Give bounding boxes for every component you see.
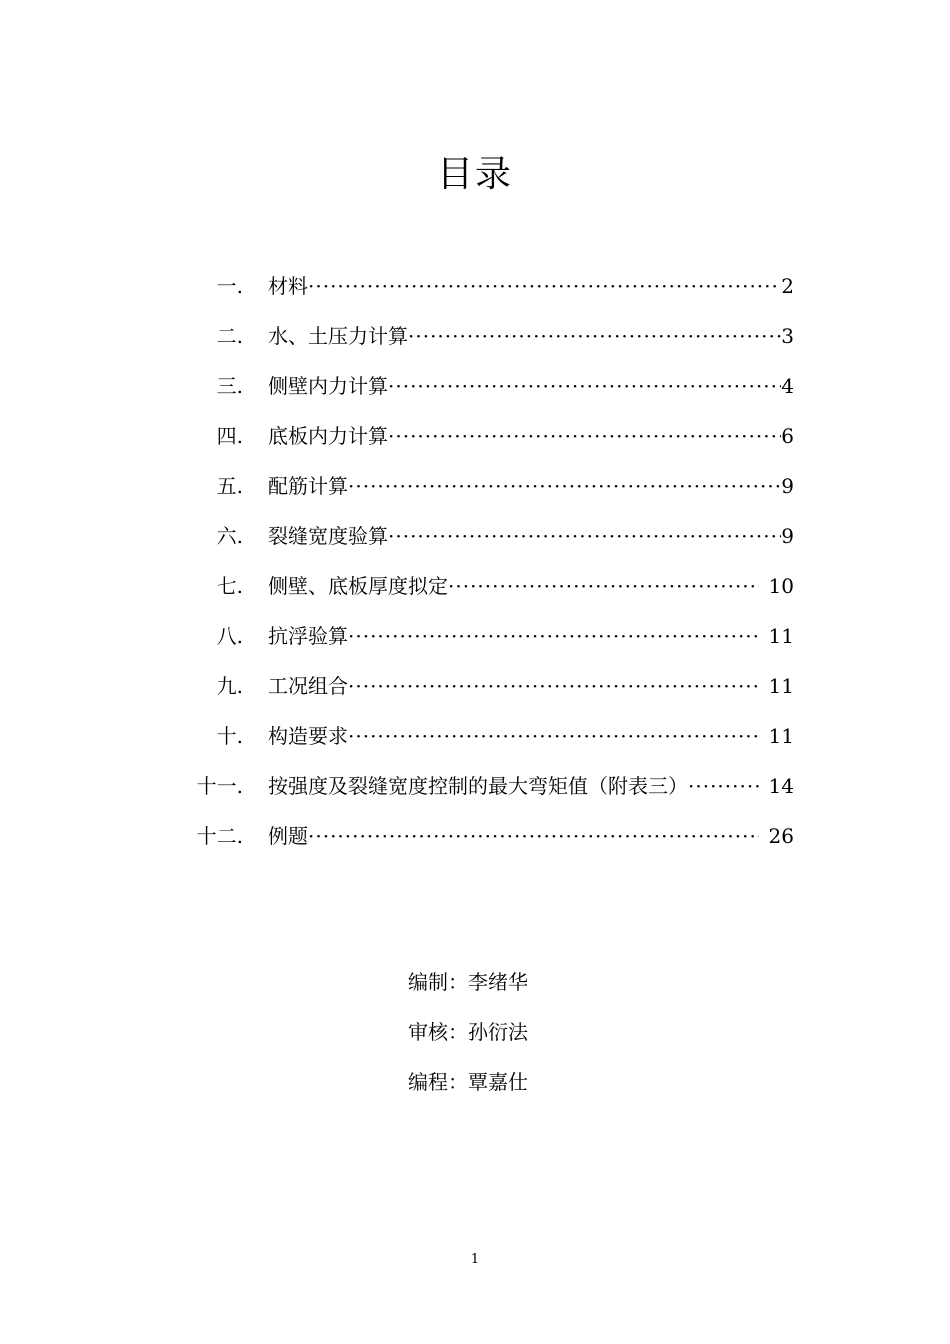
toc-entry-page: 3 [781, 324, 794, 348]
toc-dot-leader [348, 724, 759, 748]
toc-dot-leader [388, 374, 781, 398]
toc-entry[interactable] [0, 412, 950, 462]
toc-entry[interactable] [0, 812, 950, 862]
credit-name: 李绪华 [468, 970, 528, 994]
toc-entry[interactable] [0, 362, 950, 412]
toc-dot-leader [348, 674, 759, 698]
toc-dot-leader [308, 824, 759, 848]
toc-entry-title: 裂缝宽度验算 [268, 524, 388, 548]
toc-entry[interactable] [0, 612, 950, 662]
toc-entry-title: 侧壁、底板厚度拟定 [268, 574, 448, 598]
toc-entry-page: 9 [781, 474, 794, 498]
table-of-contents [0, 262, 950, 862]
credit-label: 编程： [408, 1070, 468, 1094]
toc-entry-number: 五. [216, 474, 243, 498]
toc-entry-page: 2 [781, 274, 794, 298]
toc-entry-number: 三. [216, 374, 243, 398]
page-number: 1 [470, 1252, 480, 1267]
toc-entry-title: 配筋计算 [268, 474, 348, 498]
toc-entry-title: 底板内力计算 [268, 424, 388, 448]
toc-entry-title: 侧壁内力计算 [268, 374, 388, 398]
toc-entry-page: 9 [781, 524, 794, 548]
toc-entry[interactable] [0, 562, 950, 612]
toc-entry-number: 七. [216, 574, 243, 598]
toc-entry-title: 材料 [268, 274, 308, 298]
toc-entry[interactable] [0, 662, 950, 712]
toc-entry-page: 11 [768, 724, 794, 748]
credit-label: 编制： [408, 970, 468, 994]
toc-entry-number: 八. [216, 624, 243, 648]
toc-entry-number: 四. [216, 424, 243, 448]
toc-entry-number: 一. [216, 274, 243, 298]
toc-entry-page: 10 [768, 574, 794, 598]
toc-entry[interactable] [0, 512, 950, 562]
toc-entry-page: 6 [781, 424, 794, 448]
credit-name: 覃嘉仕 [468, 1070, 528, 1094]
page-title: 目录 [436, 154, 513, 195]
credit-row-reviewer [0, 1012, 950, 1062]
toc-entry-title: 按强度及裂缝宽度控制的最大弯矩值（附表三） [268, 774, 688, 798]
toc-dot-leader [348, 624, 759, 648]
toc-dot-leader [388, 424, 781, 448]
toc-entry-number: 十. [216, 724, 243, 748]
toc-entry-title: 水、土压力计算 [268, 324, 408, 348]
toc-entry-title: 构造要求 [268, 724, 348, 748]
toc-dot-leader [388, 524, 781, 548]
toc-dot-leader [408, 324, 781, 348]
toc-entry-title: 例题 [268, 824, 308, 848]
toc-entry-number: 六. [216, 524, 243, 548]
credit-row-compiler [0, 962, 950, 1012]
credit-row-programmer [0, 1062, 950, 1112]
toc-dot-leader [308, 274, 781, 298]
toc-entry-title: 工况组合 [268, 674, 348, 698]
toc-entry[interactable] [0, 712, 950, 762]
toc-entry-page: 11 [768, 624, 794, 648]
toc-entry[interactable] [0, 462, 950, 512]
toc-dot-leader [348, 474, 781, 498]
toc-entry-page: 26 [768, 824, 794, 848]
toc-entry[interactable] [0, 262, 950, 312]
toc-dot-leader [448, 574, 759, 598]
toc-entry-title: 抗浮验算 [268, 624, 348, 648]
toc-entry[interactable] [0, 312, 950, 362]
toc-entry-page: 4 [781, 374, 794, 398]
toc-entry-number: 二. [216, 324, 243, 348]
credit-name: 孙衍法 [468, 1020, 528, 1044]
toc-entry-page: 14 [768, 774, 794, 798]
toc-entry-number: 十一. [196, 774, 243, 798]
toc-entry-page: 11 [768, 674, 794, 698]
toc-entry-number: 十二. [196, 824, 243, 848]
toc-entry[interactable] [0, 762, 950, 812]
toc-dot-leader [688, 774, 759, 798]
credits [0, 962, 950, 1112]
credit-label: 审核： [408, 1020, 468, 1044]
toc-entry-number: 九. [216, 674, 243, 698]
